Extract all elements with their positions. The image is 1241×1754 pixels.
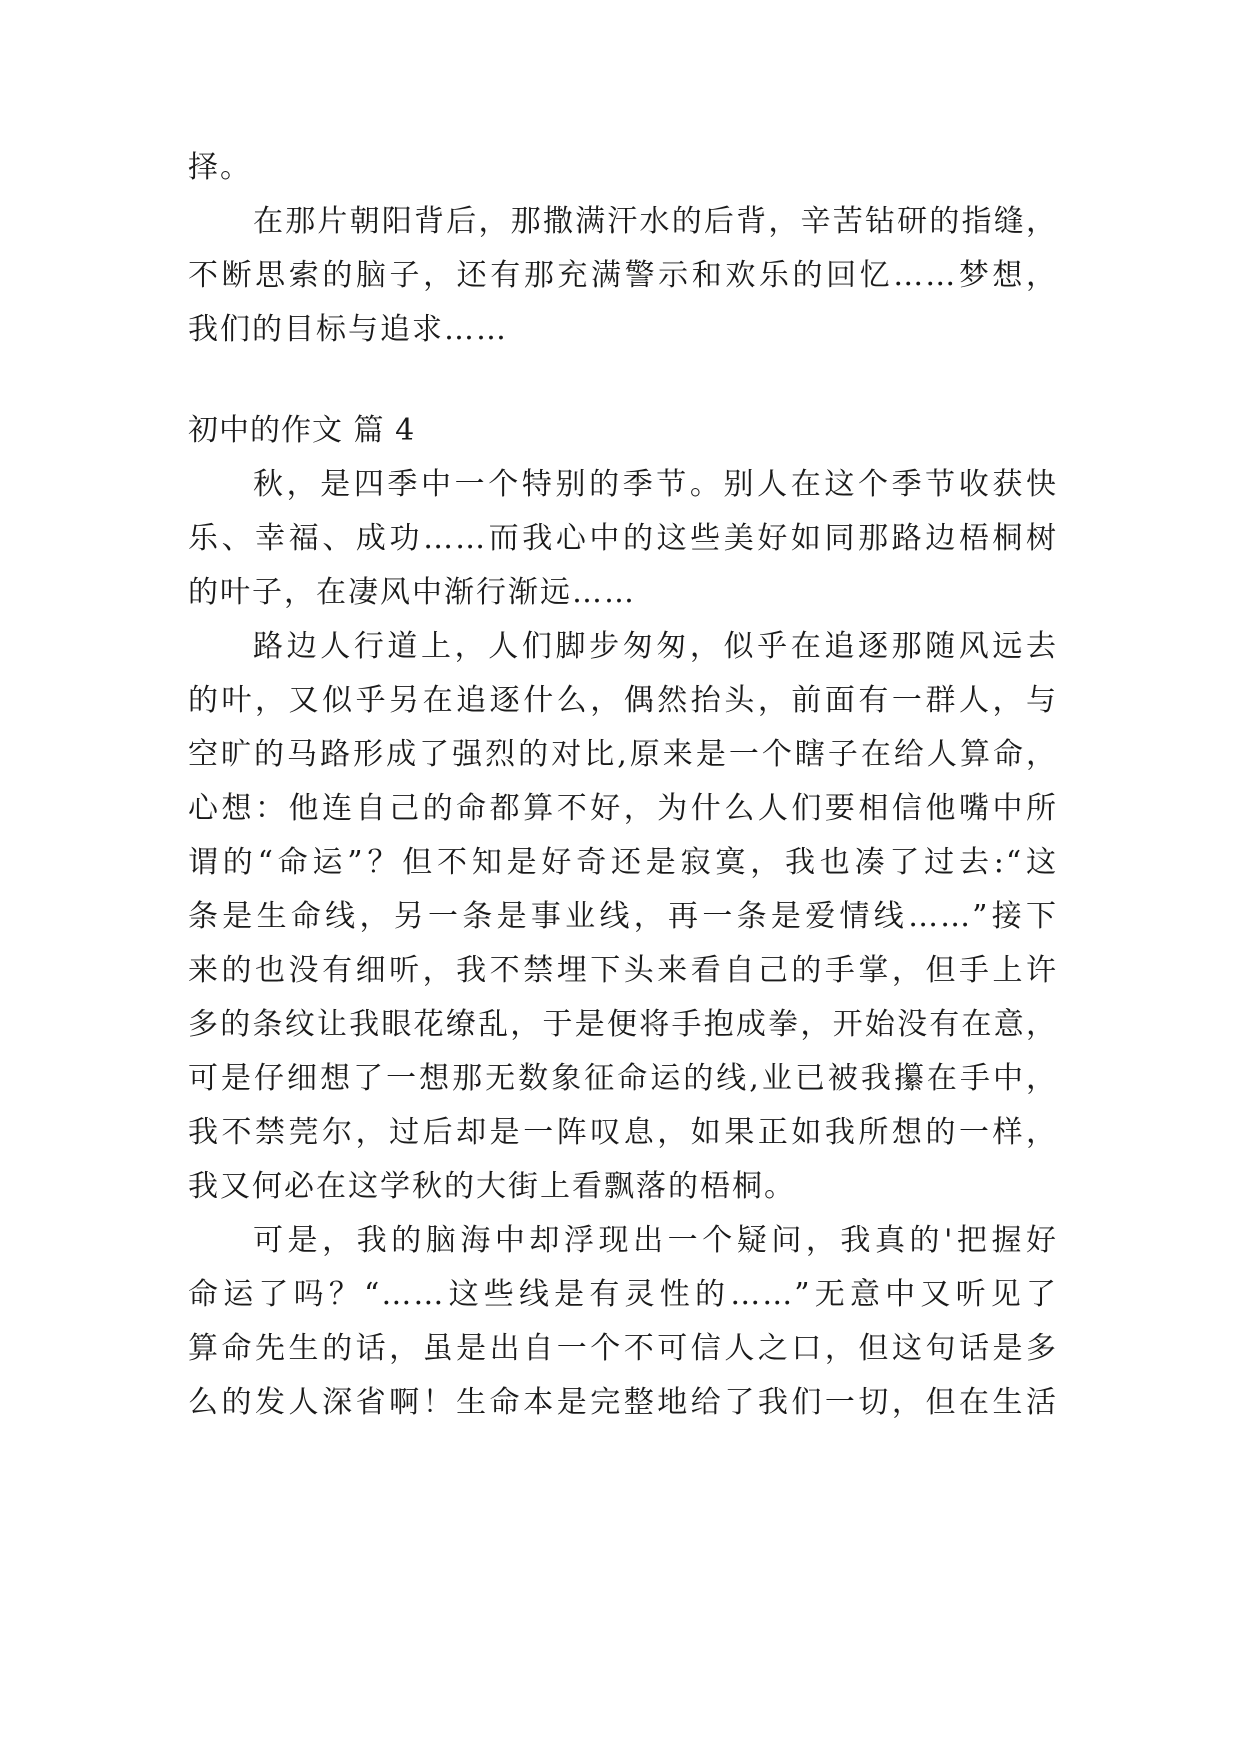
text-line: 么的发人深省啊！生命本是完整地给了我们一切，但在生活 bbox=[188, 1385, 1058, 1420]
text-line: 我不禁莞尔，过后却是一阵叹息，如果正如我所想的一样， bbox=[188, 1115, 1058, 1150]
text-line: 在那片朝阳背后，那撒满汗水的后背，辛苦钻研的指缝， bbox=[253, 204, 1058, 239]
text-line: 择。 bbox=[188, 150, 252, 185]
text-line: 乐、幸福、成功……而我心中的这些美好如同那路边梧桐树 bbox=[188, 521, 1058, 556]
text-line: 我们的目标与追求…… bbox=[188, 312, 508, 347]
text-line: 的叶子，在凄风中渐行渐远…… bbox=[188, 575, 636, 610]
text-line: 路边人行道上，人们脚步匆匆，似乎在追逐那随风远去 bbox=[253, 629, 1058, 664]
text-line: 可是仔细想了一想那无数象征命运的线,业已被我攥在手中， bbox=[188, 1061, 1058, 1096]
text-line: 秋，是四季中一个特别的季节。别人在这个季节收获快 bbox=[253, 467, 1058, 502]
text-line: 的叶，又似乎另在追逐什么，偶然抬头，前面有一群人，与 bbox=[188, 683, 1058, 718]
text-line: 命运了吗？“……这些线是有灵性的……”无意中又听见了 bbox=[188, 1277, 1058, 1312]
text-line: 空旷的马路形成了强烈的对比,原来是一个瞎子在给人算命， bbox=[188, 737, 1058, 772]
text-line: 谓的“命运”？但不知是好奇还是寂寞，我也凑了过去:“这 bbox=[188, 845, 1058, 880]
text-line: 心想：他连自己的命都算不好，为什么人们要相信他嘴中所 bbox=[188, 791, 1058, 826]
text-line: 不断思索的脑子，还有那充满警示和欢乐的回忆……梦想， bbox=[188, 258, 1058, 293]
text-line: 可是，我的脑海中却浮现出一个疑问，我真的'把握好 bbox=[253, 1223, 1058, 1258]
text-line: 条是生命线，另一条是事业线，再一条是爱情线……”接下 bbox=[188, 899, 1058, 934]
text-line: 多的条纹让我眼花缭乱，于是便将手抱成拳，开始没有在意， bbox=[188, 1007, 1058, 1042]
text-line: 来的也没有细听，我不禁埋下头来看自己的手掌，但手上许 bbox=[188, 953, 1058, 988]
text-line: 算命先生的话，虽是出自一个不可信人之口，但这句话是多 bbox=[188, 1331, 1058, 1366]
text-line: 我又何必在这学秋的大街上看飘落的梧桐。 bbox=[188, 1169, 796, 1204]
section-title: 初中的作文 篇 4 bbox=[188, 413, 416, 448]
